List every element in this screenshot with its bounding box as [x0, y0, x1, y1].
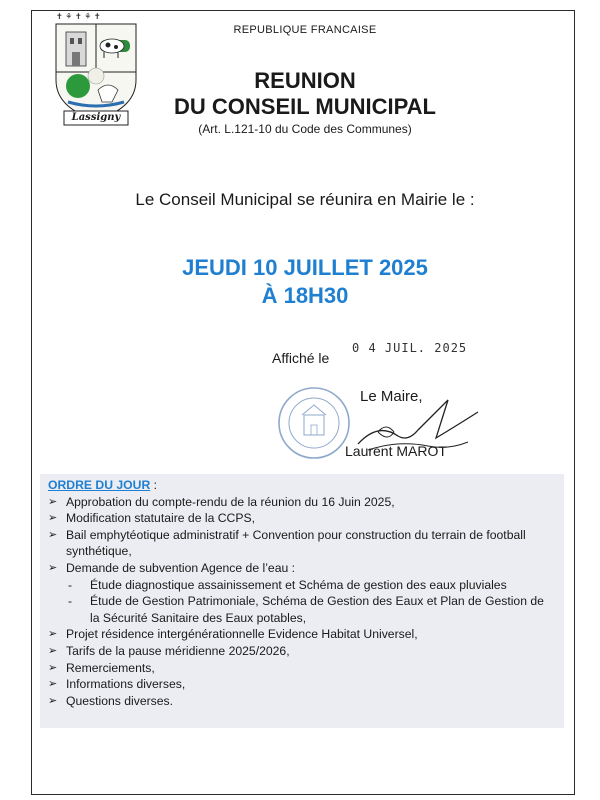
meeting-date-block: [60, 254, 550, 310]
agenda-heading-row: [48, 477, 556, 494]
agenda-heading: ORDRE DU JOUR: [48, 478, 151, 492]
agenda-sublist: [66, 577, 556, 627]
agenda-item-text: Bail emphytéotique administratif + Convention pour construction du terrain de football synthétique,: [66, 527, 526, 559]
agenda-item-text: Approbation du compte-rendu de la réunion du 16 Juin 2025,: [66, 494, 395, 509]
arrow-bullet-icon: ➢: [48, 561, 58, 574]
agenda-item-text: Remerciements,: [66, 660, 155, 675]
agenda-list: [48, 494, 556, 710]
meeting-time: À 18H30: [261, 283, 349, 308]
list-item: [48, 527, 556, 560]
sub-list-item: [66, 577, 556, 594]
sub-list-item: [66, 593, 556, 626]
list-item: [48, 660, 556, 677]
mayor-title: Le Maire,: [360, 388, 423, 405]
list-item: [48, 676, 556, 693]
dash-bullet-icon: -: [68, 577, 73, 592]
agenda-item-text: Questions diverses.: [66, 693, 174, 708]
list-item: [48, 510, 556, 527]
list-item: [48, 494, 556, 511]
list-item: [48, 693, 556, 710]
list-item: [48, 643, 556, 660]
mayor-name: Laurent MAROT: [345, 443, 447, 459]
arrow-bullet-icon: ➢: [48, 512, 58, 525]
legal-reference: (Art. L.121-10 du Code des Communes): [198, 122, 412, 136]
posted-date-stamp: 0 4 JUIL. 2025: [352, 341, 468, 355]
title-block: [130, 68, 480, 136]
agenda-heading-colon: :: [150, 478, 158, 492]
agenda-item-text: Demande de subvention Agence de l’eau :: [66, 560, 296, 575]
meeting-date: JEUDI 10 JUILLET 2025: [182, 255, 428, 280]
arrow-bullet-icon: ➢: [48, 661, 58, 674]
arrow-bullet-icon: ➢: [48, 495, 58, 508]
agenda-subitem-text: Étude diagnostique assainissement et Schéma de gestion des eaux pluviales: [90, 577, 507, 592]
agenda-item-text: Informations diverses,: [66, 677, 186, 692]
coat-of-arms-icon: [52, 10, 140, 128]
agenda-item-text: Modification statutaire de la CCPS,: [66, 511, 255, 526]
posted-label: Affiché le: [272, 350, 330, 366]
arrow-bullet-icon: ➢: [48, 678, 58, 691]
arrow-bullet-icon: ➢: [48, 628, 58, 641]
title-line-2: DU CONSEIL MUNICIPAL: [174, 94, 436, 119]
agenda-item-text: Tarifs de la pause méridienne 2025/2026,: [66, 643, 290, 658]
agenda-box: [40, 474, 564, 728]
list-item: [48, 626, 556, 643]
agenda-subitem-text: Étude de Gestion Patrimoniale, Schéma de Gestion des Eaux et Plan de Gestion de la Sécurité Sanitaire des Eaux potables,: [90, 594, 544, 625]
intro-text: Le Conseil Municipal se réunira en Mairie le :: [135, 190, 475, 209]
arrow-bullet-icon: ➢: [48, 694, 58, 707]
list-item: [48, 560, 556, 626]
arrow-bullet-icon: ➢: [48, 644, 58, 657]
title-line-1: REUNION: [254, 68, 356, 93]
dash-bullet-icon: -: [68, 594, 73, 609]
republic-heading: REPUBLIQUE FRANCAISE: [233, 24, 377, 36]
arrow-bullet-icon: ➢: [48, 528, 58, 541]
svg-text:✝ ⚘ ✝ ⚘ ✝: ✝ ⚘ ✝ ⚘ ✝: [56, 12, 101, 21]
town-name-label: Lassigny: [71, 112, 121, 123]
agenda-item-text: Projet résidence intergénérationnelle Evidence Habitat Universel,: [66, 627, 418, 642]
